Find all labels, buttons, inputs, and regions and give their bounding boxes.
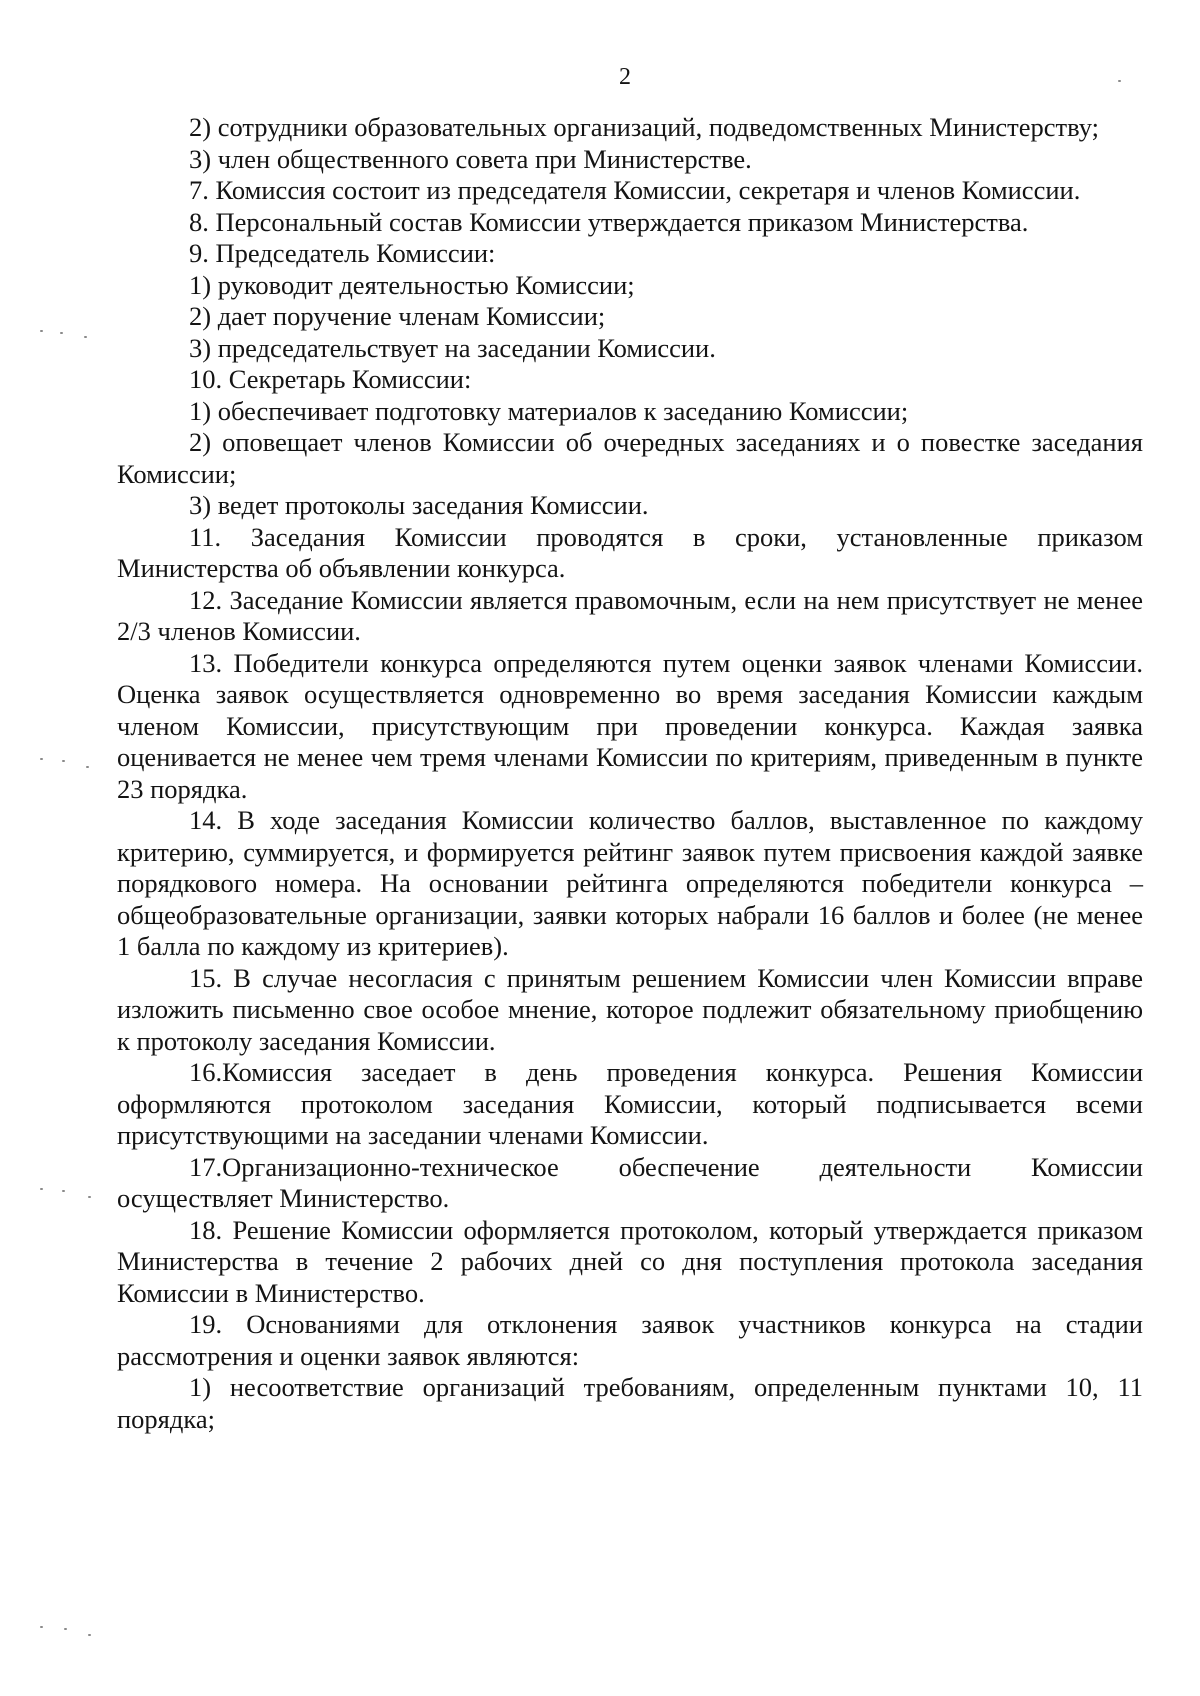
paragraph: 3) член общественного совета при Министерстве. [189,143,752,174]
paragraph: 3) председательствует на заседании Комиссии. [189,332,716,363]
scan-speck [40,330,43,332]
paragraph: 1) руководит деятельностью Комиссии; [189,269,635,300]
paragraph: 17.Организационно-техническое обеспечение деятельности Комиссии осуществляет Министерство. [117,1151,1143,1213]
scan-speck [88,1196,91,1198]
paragraph: 8. Персональный состав Комиссии утверждается приказом Министерства. [189,206,1029,237]
paragraph: 18. Решение Комиссии оформляется протоколом, который утверждается приказом Министерства в течение 2 рабочих дней со дня поступления протокола заседания Комиссии в Министерство. [117,1214,1143,1308]
paragraph: 14. В ходе заседания Комиссии количество баллов, выставленное по каждому критерию, суммируется, и формируется рейтинг заявок путем присвоения каждой заявке порядкового номера. На основании рейтинга определяются победители конкурса – общеобразовательные организации, заявки которых набрали 16 баллов и более (не менее 1 балла по каждому из критериев). [117,805,1143,961]
scan-speck [88,1634,91,1636]
paragraph: 10. Секретарь Комиссии: [189,364,472,394]
page-number: 2 [619,64,631,90]
scan-speck [84,336,87,338]
paragraph: 2) сотрудники образовательных организаций, подведомственных Министерству; [189,112,1099,142]
paragraph: 2) оповещает членов Комиссии об очередных заседаниях и о повестке заседания Комиссии; [117,427,1143,489]
scan-speck [40,1188,43,1190]
paragraph: 2) дает поручение членам Комиссии; [189,301,606,331]
paragraph: 1) несоответствие организаций требованиям, определенным пунктами 10, 11 порядка; [117,1372,1143,1434]
paragraph: 16.Комиссия заседает в день проведения конкурса. Решения Комиссии оформляются протоколом заседания Комиссии, который подписывается всеми присутствующими на заседании членами Комиссии. [117,1057,1143,1150]
paragraph: 1) обеспечивает подготовку материалов к заседанию Комиссии; [189,395,909,426]
scan-speck [86,766,89,768]
paragraph: 7. Комиссия состоит из председателя Комиссии, секретаря и членов Комиссии. [189,175,1081,205]
paragraph: 13. Победители конкурса определяются путем оценки заявок членами Комиссии. Оценка заявок осуществляется одновременно во время заседания Комиссии каждым членом Комиссии, присутствующим при проведении конкурса. Каждая заявка оценивается не менее чем тремя членами Комиссии по критериям, приведенным в пункте 23 порядка. [117,647,1143,804]
paragraph: 9. Председатель Комиссии: [189,238,496,268]
scan-speck [1118,80,1121,82]
paragraph: 3) ведет протоколы заседания Комиссии. [189,490,649,520]
scan-speck [40,758,43,760]
paragraph: 11. Заседания Комиссии проводятся в сроки, установленные приказом Министерства об объявлении конкурса. [117,521,1143,583]
scan-speck [62,1190,65,1192]
scan-speck [60,332,63,334]
paragraph: 15. В случае несогласия с принятым решением Комиссии член Комиссии вправе изложить письменно свое особое мнение, которое подлежит обязательному приобщению к протоколу заседания Комиссии. [117,962,1143,1056]
paragraph: 12. Заседание Комиссии является правомочным, если на нем присутствует не менее 2/3 членов Комиссии. [117,584,1143,646]
scan-speck [40,1626,43,1628]
scan-speck [62,760,65,762]
paragraph: 19. Основаниями для отклонения заявок участников конкурса на стадии рассмотрения и оценки заявок являются: [117,1309,1143,1371]
scan-speck [64,1628,67,1630]
document-body [117,112,1143,1435]
